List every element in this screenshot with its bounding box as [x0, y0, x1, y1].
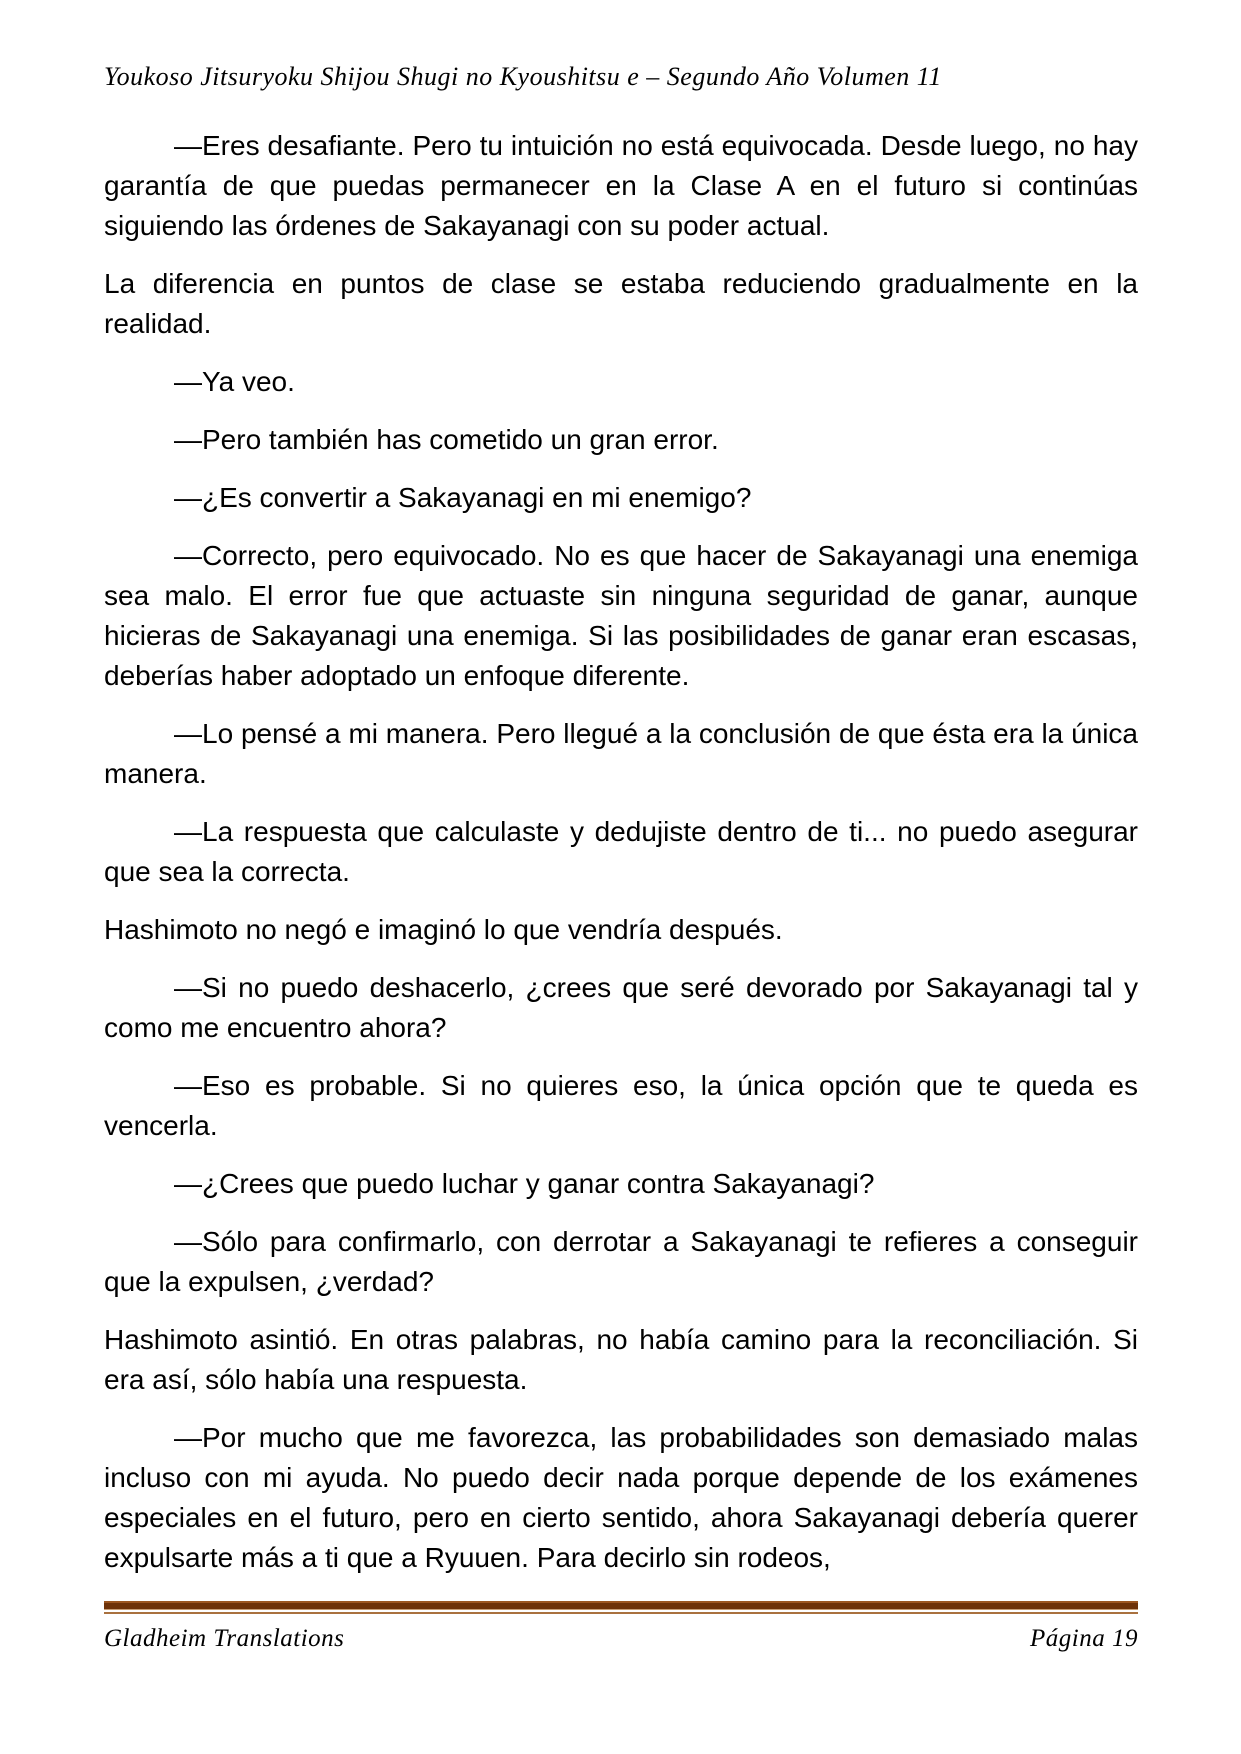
- body-paragraph: —La respuesta que calculaste y dedujiste dentro de ti... no puedo asegurar que sea la correcta.: [104, 816, 1138, 887]
- body-paragraph: Hashimoto asintió. En otras palabras, no había camino para la reconciliación. Si era así, sólo había una respuesta.: [104, 1324, 1138, 1395]
- page-header-title: Youkoso Jitsuryoku Shijou Shugi no Kyoushitsu e – Segundo Año Volumen 11: [104, 62, 942, 91]
- body-paragraph: —Ya veo.: [174, 366, 295, 397]
- body-paragraph: —Pero también has cometido un gran error.: [174, 424, 719, 455]
- footer-divider-rule: [104, 1601, 1138, 1614]
- body-text: [104, 126, 1138, 1596]
- body-paragraph: La diferencia en puntos de clase se estaba reduciendo gradualmente en la realidad.: [104, 268, 1138, 339]
- body-paragraph: —Eres desafiante. Pero tu intuición no está equivocada. Desde luego, no hay garantía de que puedas permanecer en la Clase A en el futuro si continúas siguiendo las órdenes de Sakayanagi con su poder actual.: [104, 130, 1138, 241]
- body-paragraph: Hashimoto no negó e imaginó lo que vendría después.: [104, 914, 783, 945]
- body-paragraph: —Correcto, pero equivocado. No es que hacer de Sakayanagi una enemiga sea malo. El error fue que actuaste sin ninguna seguridad de ganar, aunque hicieras de Sakayanagi una enemiga. Si las posibilidades de ganar eran escasas, deberías haber adoptado un enfoque diferente.: [104, 540, 1138, 691]
- body-paragraph: —Sólo para confirmarlo, con derrotar a Sakayanagi te refieres a conseguir que la expulsen, ¿verdad?: [104, 1226, 1138, 1297]
- body-paragraph: —Por mucho que me favorezca, las probabilidades son demasiado malas incluso con mi ayuda. No puedo decir nada porque depende de los exámenes especiales en el futuro, pero en cierto sentido, ahora Sakayanagi debería querer expulsarte más a ti que a Ryuuen. Para decirlo sin rodeos,: [104, 1422, 1138, 1573]
- body-paragraph: —¿Es convertir a Sakayanagi en mi enemigo?: [174, 482, 752, 513]
- page-number: Página 19: [1030, 1625, 1138, 1652]
- body-paragraph: —¿Crees que puedo luchar y ganar contra Sakayanagi?: [174, 1168, 875, 1199]
- translator-credit: Gladheim Translations: [104, 1625, 345, 1652]
- body-paragraph: —Si no puedo deshacerlo, ¿crees que seré devorado por Sakayanagi tal y como me encuentro ahora?: [104, 972, 1138, 1043]
- body-paragraph: —Eso es probable. Si no quieres eso, la única opción que te queda es vencerla.: [104, 1070, 1138, 1141]
- body-paragraph: —Lo pensé a mi manera. Pero llegué a la conclusión de que ésta era la única manera.: [104, 718, 1138, 789]
- page-footer: [104, 1601, 1138, 1653]
